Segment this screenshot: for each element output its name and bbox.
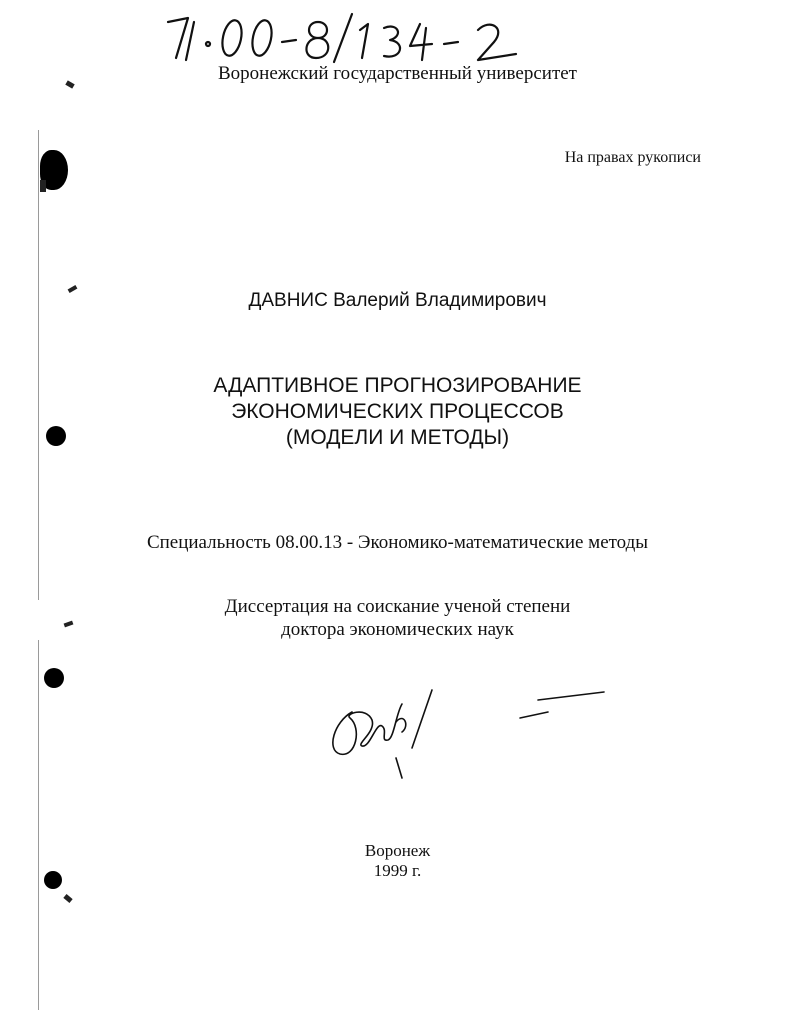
- scan-margin-line: [38, 640, 39, 1010]
- specialty-line: Специальность 08.00.13 - Экономико-математические методы: [146, 532, 649, 553]
- dissertation-degree-line: Диссертация на соискание ученой степени: [224, 596, 571, 617]
- title-line: АДАПТИВНОЕ ПРОГНОЗИРОВАНИЕ: [213, 374, 582, 397]
- title-line: (МОДЕЛИ И МЕТОДЫ): [285, 426, 510, 449]
- punch-hole-mark: [44, 668, 64, 688]
- dissertation-degree-line: доктора экономических наук: [281, 619, 514, 640]
- scan-margin-line: [38, 130, 39, 600]
- author-name: ДАВНИС Валерий Владимирович: [248, 290, 547, 311]
- university-name: Воронежский государственный университет: [217, 63, 577, 84]
- scan-speck: [63, 894, 72, 903]
- library-shelf-mark: [165, 8, 545, 68]
- manuscript-rights-note: На правах рукописи: [564, 149, 701, 166]
- title-line: ЭКОНОМИЧЕСКИХ ПРОЦЕССОВ: [231, 400, 564, 423]
- punch-hole-mark: [40, 180, 46, 192]
- year: 1999 г.: [373, 861, 422, 880]
- city: Воронеж: [364, 841, 431, 860]
